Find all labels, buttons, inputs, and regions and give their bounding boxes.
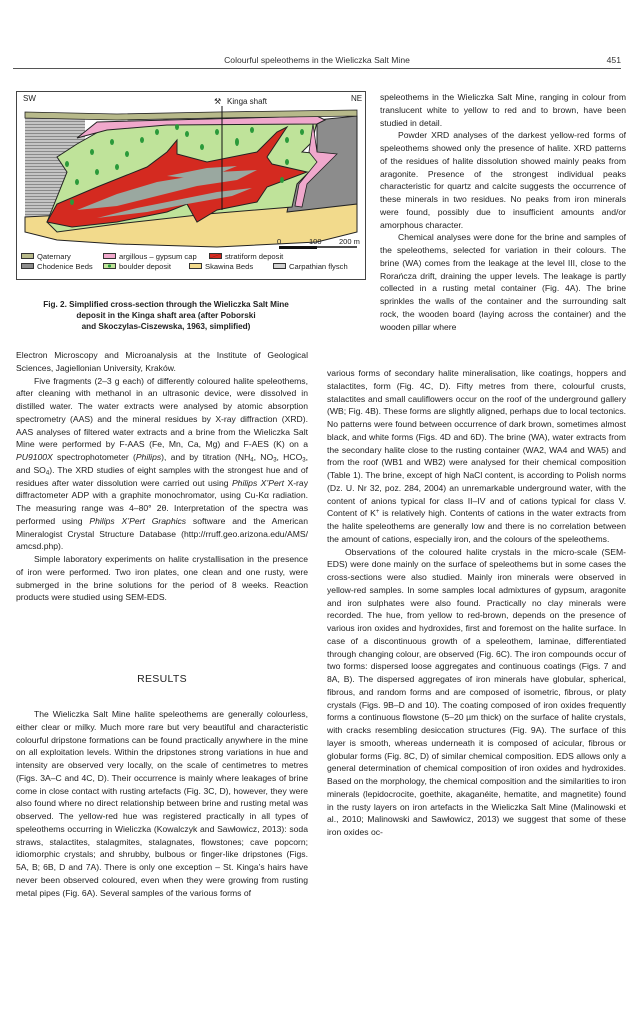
scale-0: 0 [277,237,282,246]
running-header [13,55,621,69]
right-column-main [327,367,626,839]
running-title: Colourful speleothems in the Wieliczka Salt Mine [224,55,410,65]
paragraph-results-1: The Wieliczka Salt Mine halite speleothems are generally colourless, either clear or milky. Much more rare but very beautiful and characteristic colourful dripstone formations can be found practically anywhere in the mine on all exploitation levels. Within the dripstones strong variations in hue and intensity are observed very locally, on the scale of centimetres to metres (Figs. 3A–C and 4C, D). Their occurrence is mainly where leakages of brine come in close contact with rusting artefacts (Fig. 3C, D), however, they were also found where no direct relationship between brine and rusting metal was observed. The yellow-red hue was registered practically in all types of speleothems occurring in Wieliczka (Kowalczyk and Sawłowicz, 2013): soda straws, stalactites, stalagmites, stalagnates, flowstones; cave popcorn; idiomorphic crystals; and shrubby, bulbous or finger-like dripstones (Figs. 5A, B; 6B, D and 7A). There is only one exception – St. Kinga’s hairs have never been observed coloured, even when they were growing from rusting metal pipes (Fig. 6A). Several samples of the various forms of [16,709,308,898]
figure-legend [21,251,365,271]
paragraph-right-3: Chemical analyses were done for the brine and samples of the speleothems, selected for variation in their colours. The brine (WA) comes from the leakage at the level III, close to the Rorańcza drift, draining the upper levels. The leakage is partly collected in a rusting metal container (Fig. 4A). The brine sprinkles the walls of the container and the surrounding salt rock, the wooden board (laying across the container) and the wooden pillar where [380,232,626,332]
legend-item-carpathian: Carpathian flysch [273,262,348,271]
figure-caption: Fig. 2. Simplified cross-section through the Wieliczka Salt Mine deposit in the Kinga shaft area (after Poborski and Skoczylas-Ciszewska, 1963, simplified) [43,300,289,331]
legend-item-boulder: boulder deposit [103,262,189,271]
legend-item-gypsum-cap: argillous – gypsum cap [103,252,209,261]
legend-item-quaternary: Qaternary [21,252,103,261]
page-number: 451 [606,55,621,65]
figure-cross-section [16,91,366,280]
swatch-stratiform [209,253,222,259]
swatch-quaternary [21,253,34,259]
legend-item-chodenice: Chodenice Beds [21,262,103,271]
scale-100: 100 [309,237,322,246]
legend-item-stratiform: stratiform deposit [209,252,283,261]
mining-hammers-icon: ⚒ [214,97,222,106]
paragraph-right-3-cont: various forms of secondary halite mineralisation, like coatings, hoppers and stalactites, form (Fig. 4C, D). Fifty metres from there, colourful crusts, stalactites and small cauliflowers occur on the roof of the underground gallery (WB; Fig. 4B). These forms are slightly aligned, perhaps due to local tectonics. No patterns were found between occurrence of dark brown, sometimes almost black, and white forms (Figs. 4D and 6D). The brine (WA), water extracts from the secondary halite close to the rusting container (WA2, WA4 and WA5) and from the roof (WB1 and WB2) were analysed for their chemical composition (Table 1). The brine, except of high NaCl content, is according to Polish norms (Dz. U. Nr 32, poz. 284, 2004) an unremarkable underground water, with the content of anions typical for class II–IV and of cations typical for class V. Content of K+ is relatively high. Contents of cations in the water extracts from the halite speleothems are generally low and there is no correlation between the amount of cations, especially iron, and the colours of the speleothems. [327,368,627,544]
paragraph-right-2: Powder XRD analyses of the darkest yellow-red forms of speleothems showed only the presence of halite. XRD patterns of the residues of halite dissolution showed mainly peaks from aragonite. Presence of the strongest individual peaks characteristic for quartz and calcite suggests the occurrence of these minerals in two residues. No peaks from iron minerals were found, possibly due to insufficient amounts and/or amorphous character. [380,130,626,230]
swatch-gypsum-cap [103,253,116,259]
swatch-skawina [189,263,202,269]
swatch-boulder [103,263,116,269]
section-heading-results: RESULTS [137,673,187,685]
paragraph-right-4: Observations of the coloured halite crystals in the micro-scale (SEM-EDS) were done mainly on the surface of speleothems but in some cases the cross-sections were also studied. Mainly iron minerals were observed in yellow-red samples. In some samples local admixtures of gypsum, aragonite and iron sulphates were also found. Practically no clay minerals were recorded. The hue, from yellow to red-brown, depends on the presence of various iron oxides and hydroxides, first and foremost on the halite surface. In case of a discontinuous growth of a speleothem, laminae, differentiated through changing colour, are observed (Fig. 6C). The iron compounds occur of two forms: dispersed loose aggregates and continuous coatings (Figs. 7 and 8A, B). The dispersed aggregates of iron minerals have globular, spherical, fibrous, and random forms and are composed of isometric, fibrous, or platy crystals (Figs. 9B–D and 10). The coating composed of iron oxides frequently forms a continuous flowstone (5–20 µm thick) on the surface of halite crystals, with cracks resembling desiccation structures (Fig. 9A). The surface of this layer is smooth, whereas underneath it is composed of acicular, fibrous or globular forms (Fig. 8C, D) of similar chemical composition. EDS allows only a general determination of chemical composition of iron oxides and hydroxides. Based on the morphology, the chemical composition and the similarities to iron minerals (lepidocrocite, goethite, akaganéite, hematite, and magnetite) found in the rusty layers on iron artefacts in the Wieliczka Salt Mine (Malinowski et al., 2010; Malinowski and Sawłowicz, 2013) we suggest that some of these iron oxides oc- [327,546,626,837]
label-kinga-shaft: Kinga shaft [227,97,268,106]
paragraph-methods-2: Five fragments (2–3 g each) of differently coloured halite speleothems, after cleaning with methanol in an ultrasonic device, were dissolved in distilled water. The water extracts were analysed by atomic absorption spectrometry (AAS) and the mineral residues by X-ray diffraction (XRD). AAS analyses of filtered water extracts and a brine from the Wieliczka Salt Mine were performed by F-AAS (Fe, Mn, Ca, Mg) and F-AES (K) on a PU9100X spectrophotometer (Philips), and by titration ($NH_4$, $NO_3$, $HCO_3$, and $SO_4$). The XRD studies of eight samples with the strongest hue and of residues after water dissolution were carried out using Philips X’Pert X-ray diffractometer ADP with a graphite monochromator, using Cu-Kα radiation. The measuring range was 4–80° 2θ. Interpretation of the spectra was performed using Philips X’Pert Graphics software and the American Mineralogist Crystal Structure Database (http://rruff.geo.arizona.edu/AMS/ amcsd.php). [16,375,309,552]
label-sw: SW [23,94,36,103]
scale-200: 200 m [339,237,360,246]
left-column-results [16,708,308,899]
header-rule [13,68,621,69]
label-ne: NE [351,94,363,103]
swatch-carpathian [273,263,286,269]
legend-item-skawina: Skawina Beds [189,262,273,271]
paragraph-methods-3: Simple laboratory experiments on halite crystallisation in the presence of iron were performed. Two iron plates, one clean and one rusty, were submerged in the brine solutions for the period of 8 weeks. Reaction products were studied using SEM-EDS. [16,554,308,603]
paragraph-right-1: speleothems in the Wieliczka Salt Mine, ranging in colour from translucent white to yellow to red and to brown, have been studied in detail. [380,92,626,128]
left-column-methods [16,349,308,604]
swatch-chodenice [21,263,34,269]
right-column-top [380,91,626,333]
paragraph-methods-1: Electron Microscopy and Microanalysis at the Institute of Geological Sciences, Jagiellonian University, Kraków. [16,350,308,373]
